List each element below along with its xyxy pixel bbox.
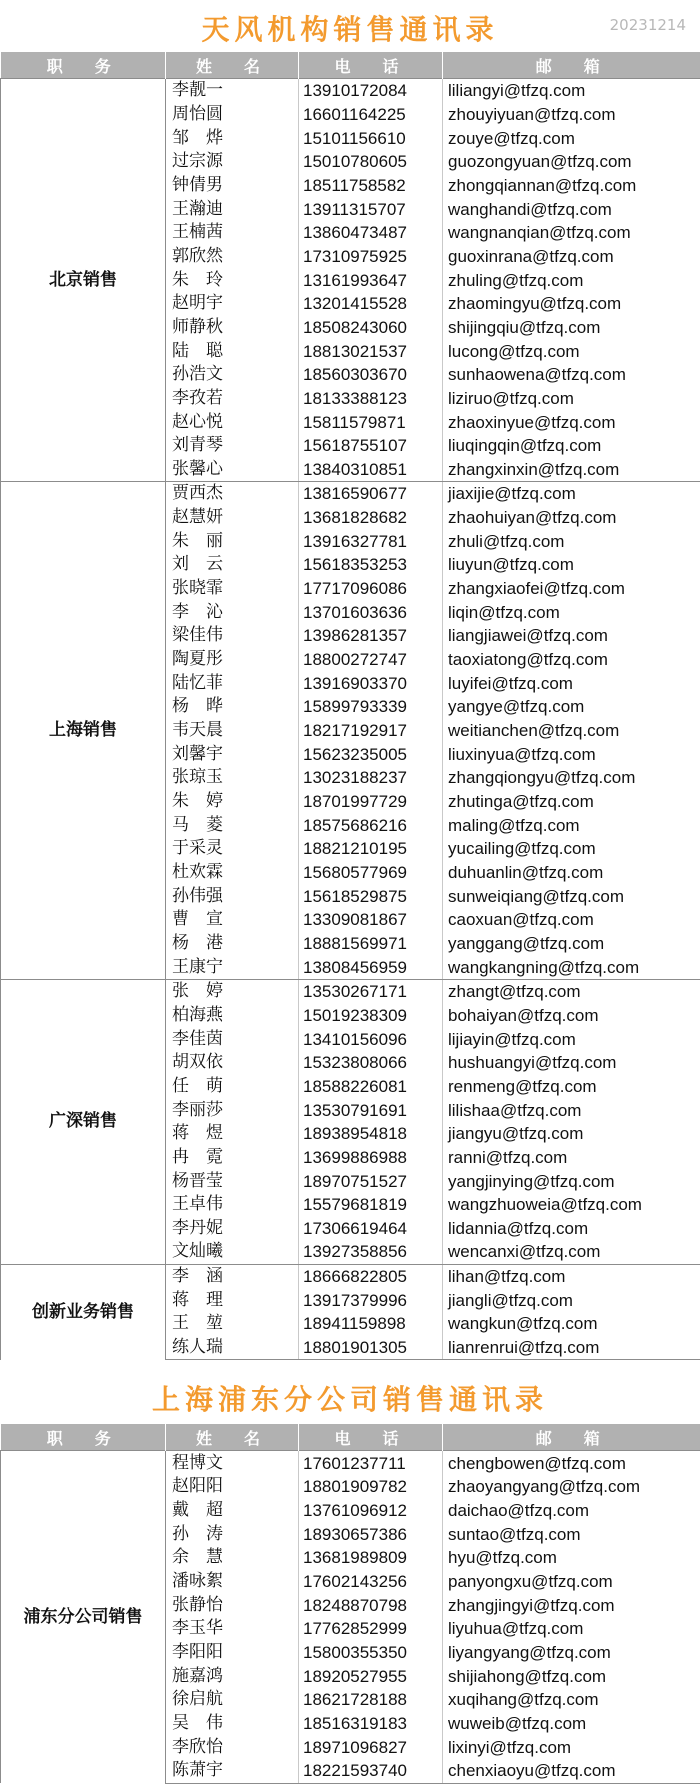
contact-name: 师静秋 [166, 316, 299, 340]
contact-email[interactable]: wangzhuoweia@tfzq.com [443, 1193, 700, 1217]
contact-email[interactable]: wangnanqian@tfzq.com [443, 221, 700, 245]
contact-email[interactable]: yangjinying@tfzq.com [443, 1169, 700, 1193]
contact-email[interactable]: jiangyu@tfzq.com [443, 1122, 700, 1146]
contact-phone[interactable]: 15618755107 [299, 434, 443, 458]
contact-email[interactable]: jiaxijie@tfzq.com [443, 482, 700, 506]
section2-header [0, 1368, 700, 1424]
contact-phone[interactable]: 15323808066 [299, 1051, 443, 1075]
contact-phone[interactable]: 13927358856 [299, 1240, 443, 1264]
contact-email[interactable]: duhuanlin@tfzq.com [443, 861, 700, 885]
contact-email[interactable]: zhangjingyi@tfzq.com [443, 1593, 700, 1617]
contact-phone[interactable]: 15618353253 [299, 553, 443, 577]
section1-body [1, 79, 700, 1360]
contact-name: 潘咏絮 [166, 1570, 299, 1594]
contact-phone[interactable]: 13860473487 [299, 221, 443, 245]
contact-phone[interactable]: 15618529875 [299, 884, 443, 908]
contact-email[interactable]: daichao@tfzq.com [443, 1499, 700, 1523]
contact-phone[interactable]: 13916327781 [299, 529, 443, 553]
contact-phone[interactable]: 13309081867 [299, 908, 443, 932]
contact-phone[interactable]: 17306619464 [299, 1217, 443, 1241]
contact-phone[interactable]: 18621728188 [299, 1688, 443, 1712]
contact-name: 练人瑞 [166, 1336, 299, 1360]
contact-email[interactable]: sunweiqiang@tfzq.com [443, 884, 700, 908]
contact-name: 赵慧妍 [166, 506, 299, 530]
contact-email[interactable]: taoxiatong@tfzq.com [443, 648, 700, 672]
contact-email[interactable]: shijiahong@tfzq.com [443, 1664, 700, 1688]
contact-phone[interactable]: 13410156096 [299, 1027, 443, 1051]
contact-phone[interactable]: 13699886988 [299, 1146, 443, 1170]
contact-phone[interactable]: 13916903370 [299, 671, 443, 695]
contact-email[interactable]: zhuling@tfzq.com [443, 268, 700, 292]
contact-name: 杨晋莹 [166, 1169, 299, 1193]
contact-email[interactable]: lihan@tfzq.com [443, 1264, 700, 1288]
contact-phone[interactable]: 15019238309 [299, 1004, 443, 1028]
col-header-phone: 电 话 [299, 1424, 443, 1451]
contact-name: 孙 涛 [166, 1522, 299, 1546]
section2-header-row [1, 1424, 700, 1451]
contact-phone[interactable]: 13530791691 [299, 1098, 443, 1122]
contact-name: 李丹妮 [166, 1217, 299, 1241]
contact-name: 陆 聪 [166, 339, 299, 363]
contact-name: 梁佳伟 [166, 624, 299, 648]
contact-email[interactable]: liliangyi@tfzq.com [443, 79, 700, 103]
contact-phone[interactable]: 18821210195 [299, 837, 443, 861]
contact-phone[interactable]: 18801901305 [299, 1336, 443, 1360]
contact-name: 张馨心 [166, 458, 299, 482]
contact-email[interactable]: liyuhua@tfzq.com [443, 1617, 700, 1641]
contact-name: 孙浩文 [166, 363, 299, 387]
contact-phone[interactable]: 13761096912 [299, 1499, 443, 1523]
contact-name: 李 涵 [166, 1264, 299, 1288]
contact-email[interactable]: xuqihang@tfzq.com [443, 1688, 700, 1712]
contact-name: 陆忆菲 [166, 671, 299, 695]
contact-name: 刘青琴 [166, 434, 299, 458]
contact-name: 贾西杰 [166, 482, 299, 506]
contact-name: 朱 婷 [166, 790, 299, 814]
contact-email[interactable]: guoxinrana@tfzq.com [443, 245, 700, 269]
contact-name: 朱 玲 [166, 268, 299, 292]
contact-name: 文灿曦 [166, 1240, 299, 1264]
contact-email[interactable]: zhaoyangyang@tfzq.com [443, 1475, 700, 1499]
contact-phone[interactable]: 15800355350 [299, 1641, 443, 1665]
contact-email[interactable]: wanghandi@tfzq.com [443, 197, 700, 221]
table-row [1, 1264, 700, 1288]
contact-phone[interactable]: 15623235005 [299, 742, 443, 766]
contact-name: 李佳茵 [166, 1027, 299, 1051]
contact-phone[interactable]: 13681989809 [299, 1546, 443, 1570]
contact-name: 李孜若 [166, 387, 299, 411]
col-header-name: 姓 名 [166, 52, 299, 79]
contact-name: 李阳阳 [166, 1641, 299, 1665]
department-cell: 浦东分公司销售 [1, 1451, 166, 1783]
contact-phone[interactable]: 13910172084 [299, 79, 443, 103]
contact-name: 张琼玉 [166, 766, 299, 790]
section2-title: 上海浦东分公司销售通讯录 [0, 1378, 700, 1418]
contact-email[interactable]: zhangt@tfzq.com [443, 979, 700, 1003]
contact-phone[interactable]: 15579681819 [299, 1193, 443, 1217]
contact-email[interactable]: maling@tfzq.com [443, 813, 700, 837]
contact-email[interactable]: bohaiyan@tfzq.com [443, 1004, 700, 1028]
contact-email[interactable]: hushuangyi@tfzq.com [443, 1051, 700, 1075]
contact-email[interactable]: wuweib@tfzq.com [443, 1712, 700, 1736]
contact-name: 朱 丽 [166, 529, 299, 553]
contact-phone[interactable]: 18133388123 [299, 387, 443, 411]
contact-email[interactable]: lidannia@tfzq.com [443, 1217, 700, 1241]
department-cell: 上海销售 [1, 482, 166, 980]
contact-email[interactable]: lucong@tfzq.com [443, 339, 700, 363]
table-row [1, 79, 700, 103]
contact-name: 王楠茜 [166, 221, 299, 245]
contact-email[interactable]: chenxiaoyu@tfzq.com [443, 1759, 700, 1783]
contact-email[interactable]: caoxuan@tfzq.com [443, 908, 700, 932]
contact-phone[interactable]: 18930657386 [299, 1522, 443, 1546]
contact-phone[interactable]: 13986281357 [299, 624, 443, 648]
contact-phone[interactable]: 18666822805 [299, 1264, 443, 1288]
contact-name: 胡双依 [166, 1051, 299, 1075]
contact-email[interactable]: yucailing@tfzq.com [443, 837, 700, 861]
contact-name: 赵心悦 [166, 410, 299, 434]
contact-phone[interactable]: 18800272747 [299, 648, 443, 672]
table-row [1, 482, 700, 506]
contact-name: 王瀚迪 [166, 197, 299, 221]
contact-name: 李靓一 [166, 79, 299, 103]
section2-table [0, 1424, 700, 1783]
section2-body [1, 1451, 700, 1783]
contact-email[interactable]: liuxinyua@tfzq.com [443, 742, 700, 766]
contact-email[interactable]: lianrenrui@tfzq.com [443, 1336, 700, 1360]
contact-email[interactable]: zhutinga@tfzq.com [443, 790, 700, 814]
contact-name: 杨 晔 [166, 695, 299, 719]
contact-email[interactable]: wencanxi@tfzq.com [443, 1240, 700, 1264]
department-cell: 创新业务销售 [1, 1264, 166, 1360]
contact-email[interactable]: renmeng@tfzq.com [443, 1075, 700, 1099]
contact-email[interactable]: lixinyi@tfzq.com [443, 1735, 700, 1759]
contact-phone[interactable]: 17762852999 [299, 1617, 443, 1641]
section1-header-row [1, 52, 700, 79]
contact-name: 周怡圆 [166, 103, 299, 127]
contact-email[interactable]: suntao@tfzq.com [443, 1522, 700, 1546]
contact-phone[interactable]: 15680577969 [299, 861, 443, 885]
contact-name: 程博文 [166, 1451, 299, 1475]
contact-phone[interactable]: 15899793339 [299, 695, 443, 719]
contact-email[interactable]: liqin@tfzq.com [443, 600, 700, 624]
document-date: 20231214 [610, 16, 686, 34]
contact-email[interactable]: weitianchen@tfzq.com [443, 719, 700, 743]
contact-name: 张 婷 [166, 979, 299, 1003]
contact-phone[interactable]: 18560303670 [299, 363, 443, 387]
contact-phone[interactable]: 16601164225 [299, 103, 443, 127]
contact-name: 徐启航 [166, 1688, 299, 1712]
contact-phone[interactable]: 18221593740 [299, 1759, 443, 1783]
contact-name: 王卓伟 [166, 1193, 299, 1217]
contact-phone[interactable]: 18881569971 [299, 932, 443, 956]
contact-email[interactable]: sunhaowena@tfzq.com [443, 363, 700, 387]
contact-phone[interactable]: 18508243060 [299, 316, 443, 340]
contact-email[interactable]: liuyun@tfzq.com [443, 553, 700, 577]
contact-phone[interactable]: 13201415528 [299, 292, 443, 316]
col-header-name: 姓 名 [166, 1424, 299, 1451]
contact-email[interactable]: liuqingqin@tfzq.com [443, 434, 700, 458]
col-header-email: 邮 箱 [443, 1424, 700, 1451]
contact-email[interactable]: zouye@tfzq.com [443, 126, 700, 150]
contact-email[interactable]: guozongyuan@tfzq.com [443, 150, 700, 174]
contact-name: 赵阳阳 [166, 1475, 299, 1499]
contact-name: 施嘉鸿 [166, 1664, 299, 1688]
contact-phone[interactable]: 18516319183 [299, 1712, 443, 1736]
contact-phone[interactable]: 13681828682 [299, 506, 443, 530]
contact-phone[interactable]: 13023188237 [299, 766, 443, 790]
contact-name: 任 萌 [166, 1075, 299, 1099]
contact-email[interactable]: liangjiawei@tfzq.com [443, 624, 700, 648]
contact-phone[interactable]: 15101156610 [299, 126, 443, 150]
table-row [1, 1451, 700, 1475]
contact-name: 吴 伟 [166, 1712, 299, 1736]
section1-title: 天风机构销售通讯录 [0, 8, 700, 48]
contact-phone[interactable]: 17717096086 [299, 577, 443, 601]
contact-phone[interactable]: 13161993647 [299, 268, 443, 292]
contact-phone[interactable]: 18248870798 [299, 1593, 443, 1617]
contact-name: 王 堃 [166, 1312, 299, 1336]
contact-name: 蒋 煜 [166, 1122, 299, 1146]
contact-name: 曹 宣 [166, 908, 299, 932]
contact-email[interactable]: ranni@tfzq.com [443, 1146, 700, 1170]
contact-phone[interactable]: 13840310851 [299, 458, 443, 482]
contact-email[interactable]: jiangli@tfzq.com [443, 1288, 700, 1312]
contact-name: 刘馨宇 [166, 742, 299, 766]
contact-email[interactable]: wangkangning@tfzq.com [443, 955, 700, 979]
contact-phone[interactable]: 15010780605 [299, 150, 443, 174]
col-header-role: 职 务 [1, 1424, 166, 1451]
contact-name: 韦天晨 [166, 719, 299, 743]
contact-email[interactable]: shijingqiu@tfzq.com [443, 316, 700, 340]
contact-name: 于采灵 [166, 837, 299, 861]
department-cell: 广深销售 [1, 979, 166, 1264]
contact-phone[interactable]: 18920527955 [299, 1664, 443, 1688]
section1-header [0, 0, 700, 52]
contact-name: 张静怡 [166, 1593, 299, 1617]
contact-name: 马 菱 [166, 813, 299, 837]
contact-phone[interactable]: 13530267171 [299, 979, 443, 1003]
contact-phone[interactable]: 18801909782 [299, 1475, 443, 1499]
contact-email[interactable]: liyangyang@tfzq.com [443, 1641, 700, 1665]
contact-phone[interactable]: 18971096827 [299, 1735, 443, 1759]
col-header-phone: 电 话 [299, 52, 443, 79]
section1-table [0, 52, 700, 1360]
contact-name: 李丽莎 [166, 1098, 299, 1122]
contact-email[interactable]: zhongqiannan@tfzq.com [443, 174, 700, 198]
contact-name: 张晓霏 [166, 577, 299, 601]
table-row [1, 979, 700, 1003]
contact-phone[interactable]: 18970751527 [299, 1169, 443, 1193]
contact-email[interactable]: zhangxinxin@tfzq.com [443, 458, 700, 482]
contact-phone[interactable]: 17602143256 [299, 1570, 443, 1594]
contact-phone[interactable]: 18938954818 [299, 1122, 443, 1146]
contact-phone[interactable]: 17601237711 [299, 1451, 443, 1475]
contact-email[interactable]: zhaohuiyan@tfzq.com [443, 506, 700, 530]
contact-email[interactable]: panyongxu@tfzq.com [443, 1570, 700, 1594]
contact-name: 李玉华 [166, 1617, 299, 1641]
contact-phone[interactable]: 18941159898 [299, 1312, 443, 1336]
contact-phone[interactable]: 18813021537 [299, 339, 443, 363]
contact-name: 蒋 理 [166, 1288, 299, 1312]
contact-phone[interactable]: 18575686216 [299, 813, 443, 837]
contact-email[interactable]: zhaomingyu@tfzq.com [443, 292, 700, 316]
contact-phone[interactable]: 18217192917 [299, 719, 443, 743]
contact-name: 钟倩男 [166, 174, 299, 198]
contact-email[interactable]: yanggang@tfzq.com [443, 932, 700, 956]
contact-phone[interactable]: 18701997729 [299, 790, 443, 814]
contact-phone[interactable]: 13911315707 [299, 197, 443, 221]
contact-name: 杨 港 [166, 932, 299, 956]
contact-email[interactable]: liziruo@tfzq.com [443, 387, 700, 411]
contact-name: 冉 霓 [166, 1146, 299, 1170]
col-header-email: 邮 箱 [443, 52, 700, 79]
contact-email[interactable]: zhouyiyuan@tfzq.com [443, 103, 700, 127]
contact-name: 王康宁 [166, 955, 299, 979]
contact-phone[interactable]: 17310975925 [299, 245, 443, 269]
contact-phone[interactable]: 13816590677 [299, 482, 443, 506]
contact-email[interactable]: lijiayin@tfzq.com [443, 1027, 700, 1051]
col-header-role: 职 务 [1, 52, 166, 79]
contact-name: 过宗源 [166, 150, 299, 174]
contact-email[interactable]: zhangqiongyu@tfzq.com [443, 766, 700, 790]
contact-phone[interactable]: 13808456959 [299, 955, 443, 979]
contact-name: 郭欣然 [166, 245, 299, 269]
contact-phone[interactable]: 13917379996 [299, 1288, 443, 1312]
contact-name: 杜欢霖 [166, 861, 299, 885]
contact-name: 李欣怡 [166, 1735, 299, 1759]
contact-name: 戴 超 [166, 1499, 299, 1523]
contact-name: 余 慧 [166, 1546, 299, 1570]
contact-email[interactable]: zhaoxinyue@tfzq.com [443, 410, 700, 434]
contact-email[interactable]: hyu@tfzq.com [443, 1546, 700, 1570]
contact-name: 邹 烨 [166, 126, 299, 150]
contact-phone[interactable]: 15811579871 [299, 410, 443, 434]
contact-name: 陶夏彤 [166, 648, 299, 672]
contact-name: 刘 云 [166, 553, 299, 577]
contact-name: 李 沁 [166, 600, 299, 624]
contact-phone[interactable]: 18588226081 [299, 1075, 443, 1099]
department-cell: 北京销售 [1, 79, 166, 482]
contact-email[interactable]: zhangxiaofei@tfzq.com [443, 577, 700, 601]
contact-phone[interactable]: 18511758582 [299, 174, 443, 198]
contact-email[interactable]: luyifei@tfzq.com [443, 671, 700, 695]
contact-name: 孙伟强 [166, 884, 299, 908]
contact-email[interactable]: yangye@tfzq.com [443, 695, 700, 719]
contact-email[interactable]: wangkun@tfzq.com [443, 1312, 700, 1336]
contact-name: 赵明宇 [166, 292, 299, 316]
contact-name: 柏海燕 [166, 1004, 299, 1028]
contact-email[interactable]: chengbowen@tfzq.com [443, 1451, 700, 1475]
contact-name: 陈萧宇 [166, 1759, 299, 1783]
contact-email[interactable]: lilishaa@tfzq.com [443, 1098, 700, 1122]
contact-email[interactable]: zhuli@tfzq.com [443, 529, 700, 553]
contact-phone[interactable]: 13701603636 [299, 600, 443, 624]
